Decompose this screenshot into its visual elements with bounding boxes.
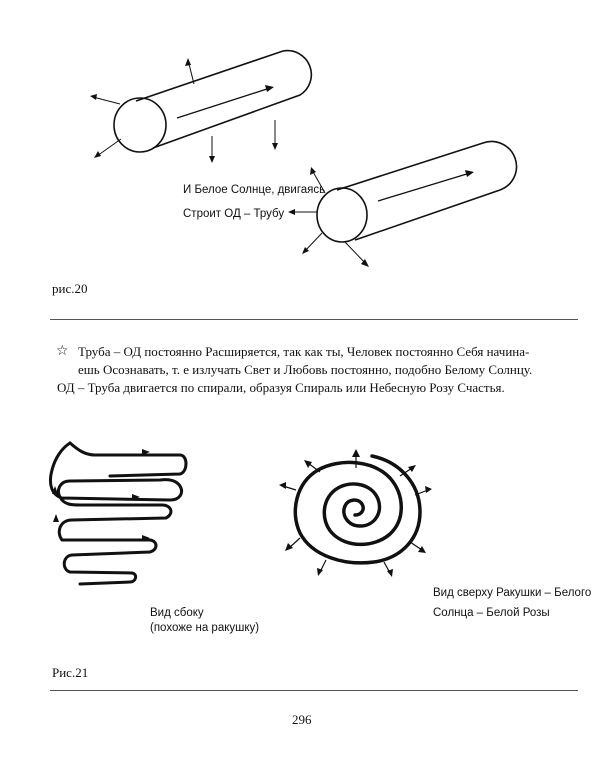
paragraph-line1: Труба – ОД постоянно Расширяется, так как ты, Человек постоянно Себя начина-	[78, 344, 530, 359]
fig20-caption-line2: Строит ОД – Трубу	[183, 208, 285, 220]
page-number: 296	[292, 712, 312, 727]
fig20-caption-line1: И Белое Солнце, двигаясь	[183, 184, 326, 196]
fig21-side-caption-line2: (похоже на ракушку)	[150, 622, 260, 634]
paragraph-line3: ОД – Труба двигается по спирали, образуя Спираль или Небесную Розу Счастья.	[57, 380, 505, 395]
star-icon: ☆	[56, 343, 69, 359]
paragraph-line2: ешь Осознавать, т. е излучать Свет и Любовь постоянно, подобно Белому Солнцу.	[78, 362, 533, 377]
fig20-label: рис.20	[52, 281, 88, 296]
fig21-top-caption-line2: Солнца – Белой Розы	[433, 607, 550, 619]
fig21-label: Рис.21	[52, 665, 89, 680]
fig21-side-caption-line1: Вид сбоку	[150, 607, 204, 619]
divider-bottom	[50, 690, 578, 691]
fig21-top-caption-line1: Вид сверху Ракушки – Белого	[433, 587, 592, 599]
